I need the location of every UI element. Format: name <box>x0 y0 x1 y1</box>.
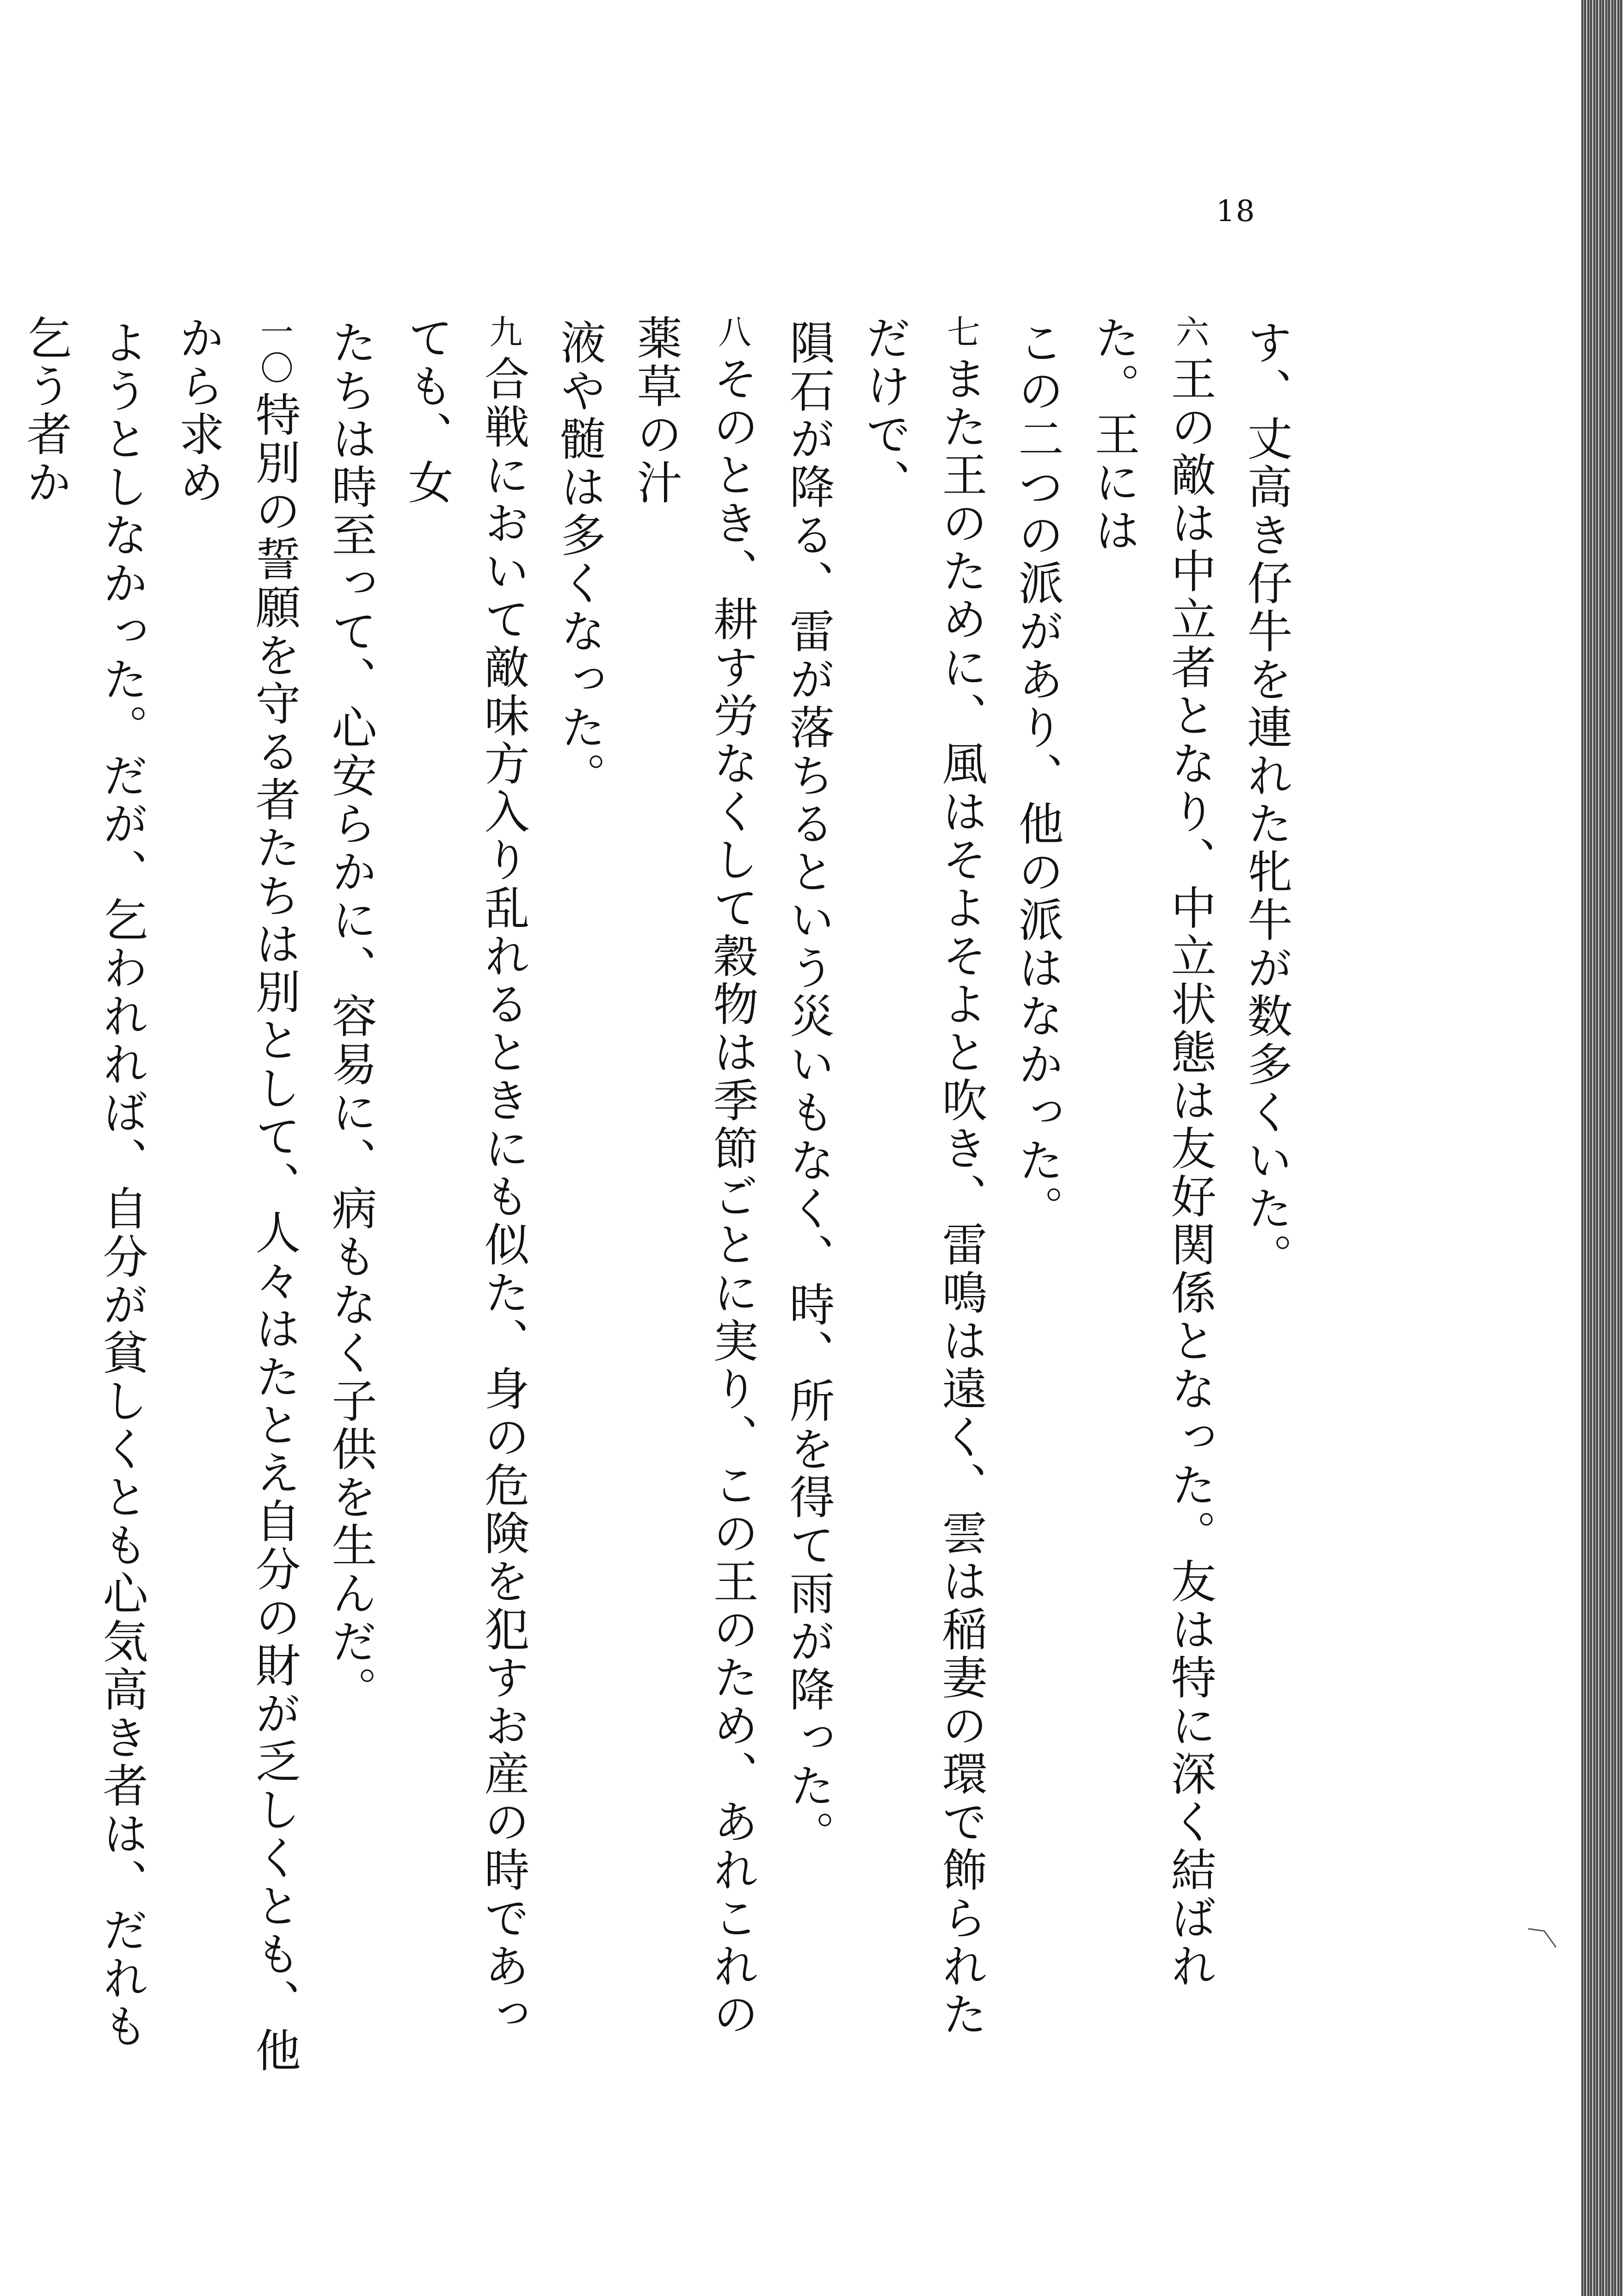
scan-mark <box>1526 1920 1558 1952</box>
page-number: 18 <box>1216 194 1256 228</box>
vertical-text-block <box>19 315 1304 2081</box>
text-line-11: ようとしなかった。だが、乞われれば、自分が貧しくとも心気高き者は、だれも乞う者か <box>19 315 148 2051</box>
text-line-1: す、丈高き仔牛を連れた牝牛が数多くいた。 <box>1240 319 1292 1281</box>
text-line-6: 八そのとき、耕す労なくして穀物は季節ごとに実り、この王のため、あれこれの薬草の汁 <box>629 315 758 2039</box>
binding-edge-shadow <box>1581 0 1623 2296</box>
text-line-5: 隕石が降る、雷が落ちるという災いもなく、時、所を得て雨が降った。 <box>782 319 835 1858</box>
text-line-9: たちは時至って、心安らかに、容易に、病もなく子供を生んだ。 <box>324 319 377 1714</box>
text-line-10: 一〇特別の誓願を守る者たちは別として、人々はたとえ自分の財が乏しくとも、他から求め <box>172 315 301 2075</box>
text-line-7: 液や髄は多くなった。 <box>553 319 606 800</box>
text-line-12 <box>0 315 7 2081</box>
text-line-4: 七また王のために、風はそよそよと吹き、雷鳴は遠く、雲は稲妻の環で飾られただけで、 <box>858 315 987 2039</box>
text-line-2: 六王の敵は中立者となり、中立状態は友好関係となった。友は特に深く結ばれた。王には <box>1087 315 1216 1991</box>
text-line-8: 九合戦において敵味方入り乱れるときにも似た、身の危険を犯すお産の時であっても、女 <box>400 315 529 2039</box>
text-line-3: この二つの派があり、他の派はなかった。 <box>1011 319 1064 1233</box>
